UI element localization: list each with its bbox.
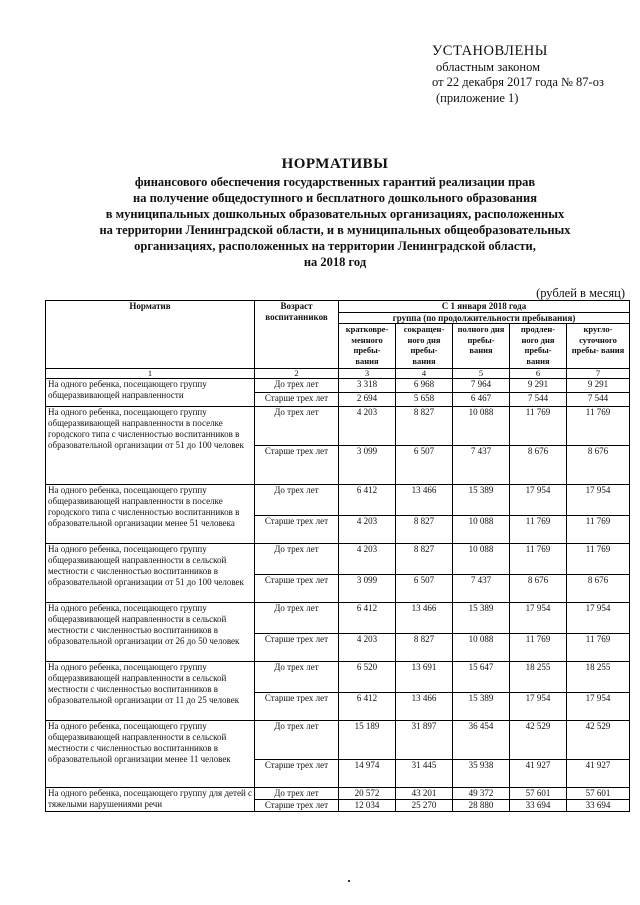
norms-table <box>45 300 630 812</box>
table-cell: 3 099 <box>339 575 396 603</box>
header-group: группа (по продолжительности пребывания) <box>339 312 630 324</box>
age-over3: Старше трех лет <box>255 393 339 407</box>
table-cell: 4 203 <box>339 544 396 575</box>
table-cell: 8 676 <box>510 446 567 485</box>
table-cell: 6 412 <box>339 485 396 516</box>
title-line: организациях, расположенных на территории Ленинградской области, <box>134 239 536 253</box>
table-cell: 57 601 <box>510 788 567 800</box>
table-cell: 57 601 <box>567 788 630 800</box>
norm-description: На одного ребенка, посещающего группу общеразвивающей направленности <box>46 379 255 407</box>
table-cell: 17 954 <box>567 693 630 721</box>
table-cell: 8 827 <box>396 407 453 446</box>
header-stay: продлен- ного дня пребы- вания <box>510 324 567 369</box>
table-cell: 18 255 <box>510 662 567 693</box>
header-date: С 1 января 2018 года <box>339 301 630 313</box>
table-cell: 4 203 <box>339 516 396 544</box>
column-number: 6 <box>510 369 567 379</box>
norm-description: На одного ребенка, посещающего группу для детей с тяжелыми нарушениями речи <box>46 788 255 812</box>
table-cell: 17 954 <box>510 485 567 516</box>
column-number: 4 <box>396 369 453 379</box>
table-cell: 4 203 <box>339 634 396 662</box>
table-cell: 7 964 <box>453 379 510 393</box>
table-cell: 20 572 <box>339 788 396 800</box>
table-cell: 36 454 <box>453 721 510 760</box>
table-cell: 6 520 <box>339 662 396 693</box>
table-cell: 11 769 <box>567 407 630 446</box>
table-cell: 6 412 <box>339 603 396 634</box>
approval-line: областным законом <box>436 59 541 74</box>
table-cell: 11 769 <box>510 516 567 544</box>
table-row <box>46 603 630 634</box>
title-line: на 2018 год <box>303 255 367 269</box>
norm-description: На одного ребенка, посещающего группу общеразвивающей направленности в сельской местности с численностью воспитанников в образовательной организации от 51 до 100 человек <box>46 544 255 603</box>
age-over3: Старше трех лет <box>255 800 339 812</box>
table-cell: 13 466 <box>396 603 453 634</box>
title-line: финансового обеспечения государственных гарантий реализации прав <box>134 175 536 189</box>
table-cell: 6 507 <box>396 575 453 603</box>
table-cell: 10 088 <box>453 516 510 544</box>
age-over3: Старше трех лет <box>255 634 339 662</box>
table-cell: 11 769 <box>510 544 567 575</box>
header-stay: сокращен- ного дня пребы- вания <box>396 324 453 369</box>
norm-description: На одного ребенка, посещающего группу общеразвивающей направленности в сельской местности с численностью воспитанников в образовательной организации от 11 до 25 человек <box>46 662 255 721</box>
age-under3: До трех лет <box>255 721 339 760</box>
table-cell: 31 445 <box>396 760 453 788</box>
table-cell: 14 974 <box>339 760 396 788</box>
table-cell: 15 647 <box>453 662 510 693</box>
table-row <box>46 544 630 575</box>
age-under3: До трех лет <box>255 662 339 693</box>
column-number: 5 <box>453 369 510 379</box>
table-cell: 17 954 <box>510 603 567 634</box>
table-cell: 8 676 <box>567 446 630 485</box>
table-body <box>46 379 630 812</box>
title-line: в муниципальных дошкольных образовательных организациях, расположенных <box>105 207 565 221</box>
table-cell: 8 676 <box>567 575 630 603</box>
table-cell: 43 201 <box>396 788 453 800</box>
title-line: на территории Ленинградской области, и в муниципальных общеобразовательных <box>99 223 571 237</box>
table-cell: 49 372 <box>453 788 510 800</box>
age-over3: Старше трех лет <box>255 575 339 603</box>
header-stay: кратковре- менного пребы- вания <box>339 324 396 369</box>
table-cell: 42 529 <box>510 721 567 760</box>
norm-description: На одного ребенка, посещающего группу общеразвивающей направленности в сельской местности с численностью воспитанников в образовательной организации от 26 до 50 человек <box>46 603 255 662</box>
table-cell: 42 529 <box>567 721 630 760</box>
age-under3: До трех лет <box>255 485 339 516</box>
table-row <box>46 379 630 393</box>
table-cell: 13 466 <box>396 485 453 516</box>
table-cell: 7 437 <box>453 575 510 603</box>
age-over3: Старше трех лет <box>255 760 339 788</box>
column-number: 2 <box>255 369 339 379</box>
table-cell: 13 466 <box>396 693 453 721</box>
table-cell: 18 255 <box>567 662 630 693</box>
table-cell: 8 676 <box>510 575 567 603</box>
age-under3: До трех лет <box>255 379 339 393</box>
table-cell: 7 437 <box>453 446 510 485</box>
table-cell: 10 088 <box>453 634 510 662</box>
table-cell: 15 189 <box>339 721 396 760</box>
table-cell: 12 034 <box>339 800 396 812</box>
table-cell: 5 658 <box>396 393 453 407</box>
approval-line: (приложение 1) <box>436 90 519 105</box>
table-cell: 41 927 <box>510 760 567 788</box>
table-cell: 25 270 <box>396 800 453 812</box>
table-cell: 6 467 <box>453 393 510 407</box>
table-cell: 33 694 <box>567 800 630 812</box>
norm-description: На одного ребенка, посещающего группу общеразвивающей направленности в сельской местности с численностью воспитанников в образовательной организации менее 11 человек <box>46 721 255 788</box>
table-cell: 15 389 <box>453 603 510 634</box>
age-under3: До трех лет <box>255 603 339 634</box>
table-cell: 11 769 <box>510 634 567 662</box>
table-cell: 6 968 <box>396 379 453 393</box>
table-row <box>46 662 630 693</box>
table-cell: 2 694 <box>339 393 396 407</box>
table-cell: 8 827 <box>396 544 453 575</box>
table-cell: 17 954 <box>567 485 630 516</box>
age-over3: Старше трех лет <box>255 693 339 721</box>
table-cell: 6 507 <box>396 446 453 485</box>
table-cell: 4 203 <box>339 407 396 446</box>
table-cell: 11 769 <box>567 544 630 575</box>
age-under3: До трех лет <box>255 407 339 446</box>
norm-description: На одного ребенка, посещающего группу общеразвивающей направленности в поселке городского типа с численностью воспитанников в образовательной организации от 51 до 100 человек <box>46 407 255 485</box>
table-cell: 3 099 <box>339 446 396 485</box>
table-cell: 9 291 <box>510 379 567 393</box>
table-cell: 7 544 <box>567 393 630 407</box>
table-row <box>46 788 630 800</box>
table-cell: 11 769 <box>567 516 630 544</box>
approval-line: от 22 декабря 2017 года № 87-оз <box>432 75 604 89</box>
table-cell: 11 769 <box>510 407 567 446</box>
column-number: 7 <box>567 369 630 379</box>
table-cell: 35 938 <box>453 760 510 788</box>
table-cell: 17 954 <box>567 603 630 634</box>
table-cell: 8 827 <box>396 634 453 662</box>
header-stay: полного дня пребы- вания <box>453 324 510 369</box>
table-cell: 17 954 <box>510 693 567 721</box>
table-cell: 11 769 <box>567 634 630 662</box>
age-under3: До трех лет <box>255 788 339 800</box>
table-cell: 3 318 <box>339 379 396 393</box>
table-row <box>46 721 630 760</box>
header-stay: кругло- суточного пребы- вания <box>567 324 630 369</box>
approval-block <box>432 44 604 106</box>
norm-description: На одного ребенка, посещающего группу общеразвивающей направленности в поселке городского типа с численностью воспитанников в образовательной организации менее 51 человека <box>46 485 255 544</box>
header-norm: Норматив <box>46 301 255 369</box>
age-over3: Старше трех лет <box>255 446 339 485</box>
table-row <box>46 407 630 446</box>
table-cell: 7 544 <box>510 393 567 407</box>
title-heading: НОРМАТИВЫ <box>281 156 389 172</box>
table-cell: 13 691 <box>396 662 453 693</box>
unit-note: (рублей в месяц) <box>536 286 625 300</box>
column-number: 1 <box>46 369 255 379</box>
table-cell: 8 827 <box>396 516 453 544</box>
table-cell: 10 088 <box>453 544 510 575</box>
table-cell: 28 880 <box>453 800 510 812</box>
table-cell: 41 927 <box>567 760 630 788</box>
table-row <box>46 485 630 516</box>
header-age: Возраст воспитанников <box>255 301 339 369</box>
scan-dot <box>348 880 350 882</box>
title-line: на получение общедоступного и бесплатного дошкольного образования <box>133 191 537 205</box>
column-number: 3 <box>339 369 396 379</box>
table-cell: 15 389 <box>453 485 510 516</box>
age-under3: До трех лет <box>255 544 339 575</box>
table-cell: 6 412 <box>339 693 396 721</box>
table-cell: 15 389 <box>453 693 510 721</box>
document-title <box>30 155 640 270</box>
table-cell: 33 694 <box>510 800 567 812</box>
table-cell: 9 291 <box>567 379 630 393</box>
age-over3: Старше трех лет <box>255 516 339 544</box>
table-cell: 31 897 <box>396 721 453 760</box>
table-cell: 10 088 <box>453 407 510 446</box>
approval-line: УСТАНОВЛЕНЫ <box>432 43 548 59</box>
